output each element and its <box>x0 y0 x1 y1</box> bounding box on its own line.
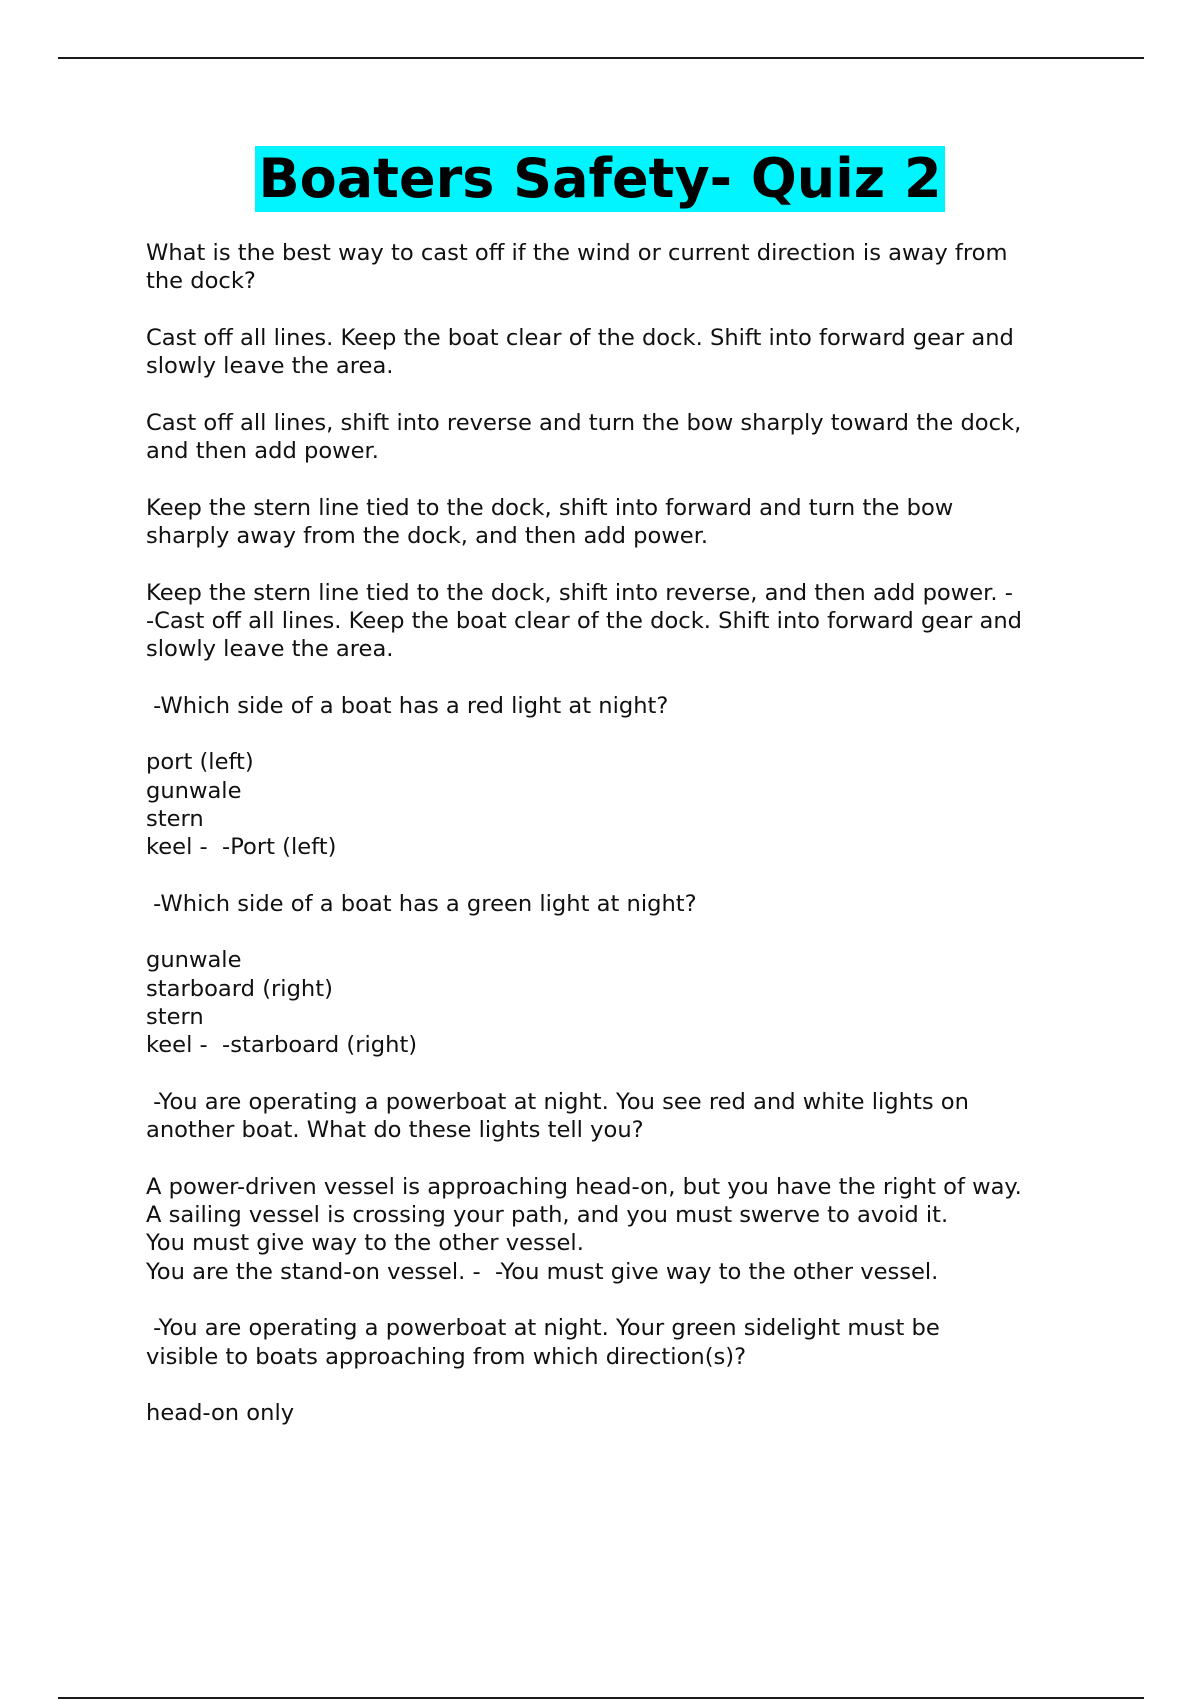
paragraph <box>146 579 1106 664</box>
text-line: gunwale <box>146 777 242 804</box>
text-line: gunwale <box>146 947 242 974</box>
paragraph-gap <box>146 380 1106 408</box>
text-line: sharply away from the dock, and then add power. <box>146 522 709 549</box>
text-line: slowly leave the area. <box>146 636 394 663</box>
paragraph <box>146 748 1106 861</box>
paragraph-gap <box>146 1371 1106 1399</box>
text-line: You are the stand-on vessel. - -You must give way to the other vessel. <box>146 1258 939 1285</box>
top-rule <box>58 57 1144 59</box>
paragraph-gap <box>146 1060 1106 1088</box>
paragraph-gap <box>146 720 1106 748</box>
paragraph-gap <box>146 1145 1106 1173</box>
text-line: head-on only <box>146 1400 295 1427</box>
paragraph <box>146 1314 1106 1371</box>
bottom-rule <box>58 1697 1144 1699</box>
title-container <box>0 146 1200 212</box>
paragraph-gap <box>146 296 1106 324</box>
paragraph <box>146 409 1106 466</box>
text-line: -Which side of a boat has a green light at night? <box>146 890 697 917</box>
paragraph-gap <box>146 550 1106 578</box>
text-line: Keep the stern line tied to the dock, shift into reverse, and then add power. - <box>146 579 1013 606</box>
text-line: -You are operating a powerboat at night. You see red and white lights on <box>146 1088 969 1115</box>
paragraph-gap <box>146 465 1106 493</box>
text-line: Keep the stern line tied to the dock, shift into forward and turn the bow <box>146 494 954 521</box>
paragraph-gap <box>146 663 1106 691</box>
text-line: -Which side of a boat has a red light at night? <box>146 692 669 719</box>
text-line: You must give way to the other vessel. <box>146 1230 584 1257</box>
paragraph <box>146 1173 1106 1286</box>
text-line: slowly leave the area. <box>146 353 394 380</box>
text-line: What is the best way to cast off if the wind or current direction is away from <box>146 240 1008 266</box>
paragraph <box>146 324 1106 381</box>
text-line: Cast off all lines, shift into reverse and turn the bow sharply toward the dock, <box>146 409 1022 436</box>
paragraph-gap <box>146 862 1106 890</box>
text-line: the dock? <box>146 268 256 295</box>
text-line: A power-driven vessel is approaching head-on, but you have the right of way. <box>146 1173 1022 1200</box>
text-line: -Cast off all lines. Keep the boat clear of the dock. Shift into forward gear and <box>146 607 1023 634</box>
text-line: stern <box>146 805 204 832</box>
text-line: keel - -starboard (right) <box>146 1032 418 1059</box>
text-line: -You are operating a powerboat at night. Your green sidelight must be <box>146 1315 940 1342</box>
text-line: visible to boats approaching from which direction(s)? <box>146 1343 747 1370</box>
text-line: keel - -Port (left) <box>146 834 337 861</box>
text-line: another boat. What do these lights tell you? <box>146 1117 644 1144</box>
document-body <box>146 239 1106 1427</box>
text-line: port (left) <box>146 749 254 776</box>
paragraph <box>146 239 1106 296</box>
text-line: A sailing vessel is crossing your path, and you must swerve to avoid it. <box>146 1202 949 1229</box>
paragraph <box>146 1399 1106 1427</box>
paragraph <box>146 946 1106 1059</box>
paragraph-gap <box>146 918 1106 946</box>
paragraph <box>146 890 1106 918</box>
text-line: Cast off all lines. Keep the boat clear of the dock. Shift into forward gear and <box>146 324 1014 351</box>
text-line: starboard (right) <box>146 975 333 1002</box>
document-title: Boaters Safety- Quiz 2 <box>255 146 944 212</box>
paragraph <box>146 1088 1106 1145</box>
text-line: and then add power. <box>146 438 379 465</box>
paragraph <box>146 692 1106 720</box>
text-line: stern <box>146 1004 204 1031</box>
paragraph-gap <box>146 1286 1106 1314</box>
paragraph <box>146 494 1106 551</box>
